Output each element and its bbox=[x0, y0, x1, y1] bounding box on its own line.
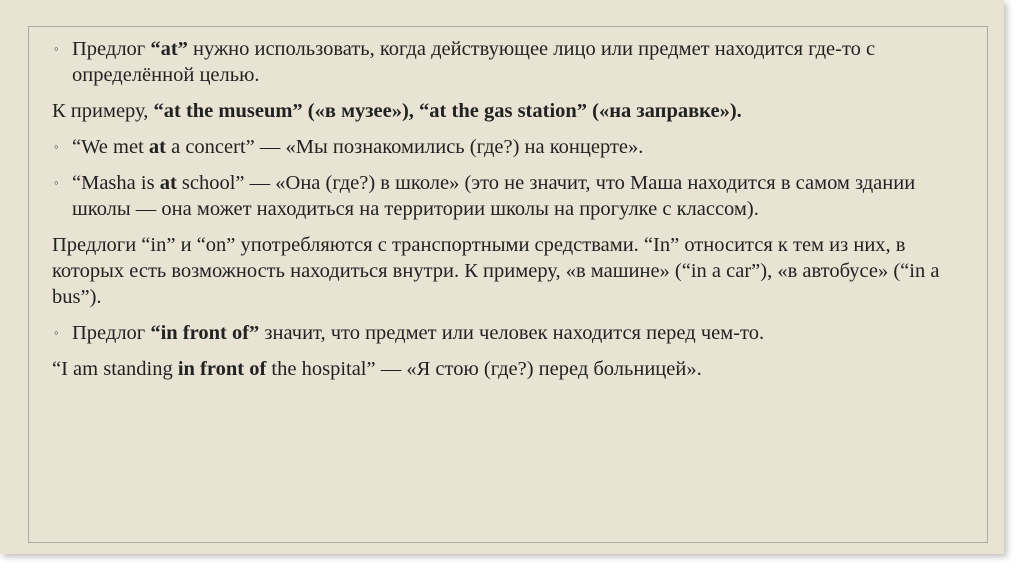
paragraph bbox=[52, 356, 972, 382]
bullet-icon: ◦ bbox=[54, 41, 59, 56]
bullet-icon: ◦ bbox=[54, 139, 59, 154]
bold-text: at bbox=[159, 172, 177, 194]
text-segment: “We met bbox=[72, 136, 149, 158]
bullet-icon: ◦ bbox=[54, 325, 59, 340]
text-segment: значит, что предмет или человек находится перед чем-то. bbox=[259, 322, 765, 344]
text-segment: “Masha is bbox=[72, 172, 160, 194]
bullet-paragraph bbox=[52, 170, 972, 222]
text-segment: Предлог bbox=[72, 322, 151, 344]
bold-text: in front of bbox=[177, 358, 267, 380]
bullet-paragraph bbox=[52, 134, 972, 160]
bold-text: at bbox=[148, 136, 166, 158]
text-segment: “I am standing bbox=[52, 358, 178, 380]
text-segment: Предлоги “in” и “on” употребляются с транспортными средствами. “In” относится к тем из них, в которых есть возможность находиться внутри. К примеру, «в машине» (“in a car”), «в автобусе» (“in a bus”). bbox=[52, 234, 940, 308]
text-segment: нужно использовать, когда действующее лицо или предмет находится где-то с определённой целью. bbox=[72, 38, 876, 86]
text-segment: Предлог bbox=[72, 38, 151, 60]
bullet-icon: ◦ bbox=[54, 175, 59, 190]
text-segment: a concert” — «Мы познакомились (где?) на концерте». bbox=[165, 136, 644, 158]
paragraph bbox=[52, 232, 972, 310]
bullet-paragraph bbox=[52, 36, 972, 88]
bold-text: “in front of” bbox=[150, 322, 260, 344]
bullet-paragraph bbox=[52, 320, 972, 346]
text-segment: the hospital” — «Я стою (где?) перед больницей». bbox=[266, 358, 702, 380]
text-segment: school” — «Она (где?) в школе» (это не значит, что Маша находится в самом здании школы — она может находиться на территории школы на прогулке с классом). bbox=[72, 172, 916, 220]
bold-text: “at the museum” («в музее»), “at the gas station” («на заправке»). bbox=[153, 100, 742, 122]
slide-content bbox=[52, 36, 972, 392]
paragraph bbox=[52, 98, 972, 124]
bold-text: “at” bbox=[150, 38, 188, 60]
text-segment: К примеру, bbox=[52, 100, 154, 122]
